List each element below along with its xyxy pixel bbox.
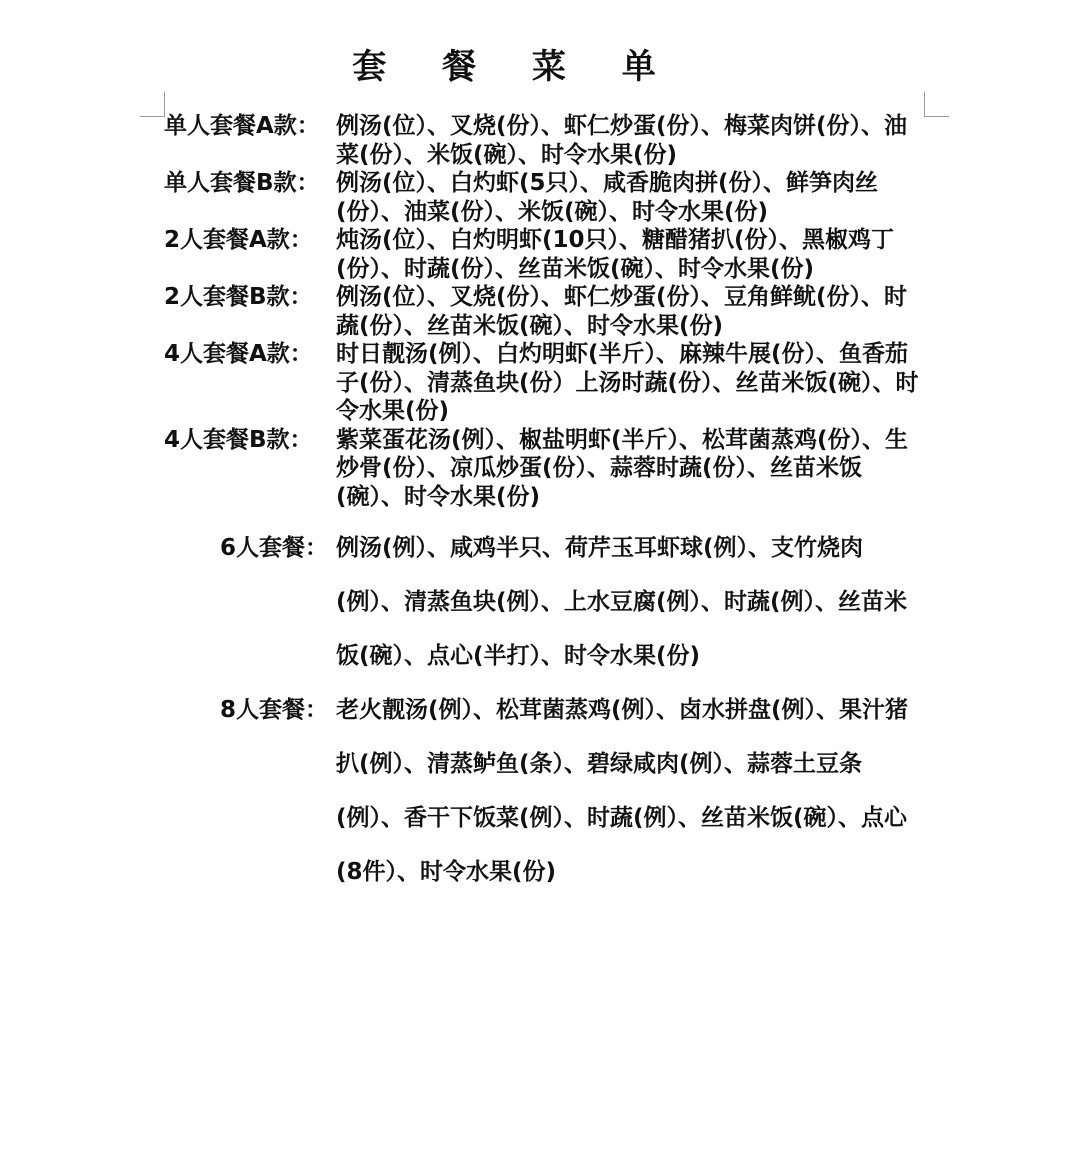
menu-entry-label: 单人套餐A款：: [164, 113, 320, 139]
menu-entry-label: 单人套餐B款：: [164, 170, 320, 196]
margin-corner-mark-right: [924, 92, 949, 117]
menu-entry-label: 2人套餐A款：: [164, 227, 313, 253]
menu-entry-label: 8人套餐：: [219, 697, 328, 723]
menu-entry-items: 炖汤(位）、白灼明虾(10只）、糖醋猪扒(份）、黑椒鸡丁(份）、时蔬(份）、丝苗米饭(碗）、时令水果(份): [336, 227, 895, 282]
menu-entry-items: 紫菜蛋花汤(例）、椒盐明虾(半斤）、松茸菌蒸鸡(份）、生炒骨(份）、凉瓜炒蛋(份）、蒜蓉时蔬(份）、丝苗米饭(碗）、时令水果(份): [336, 426, 909, 510]
page-title: 套 餐 菜 单: [352, 47, 678, 87]
menu-entry-items: 例汤(例）、咸鸡半只、荷芹玉耳虾球(例）、支竹烧肉(例）、清蒸鱼块(例）、上水豆腐(例）、时蔬(例）、丝苗米饭(碗）、点心(半打）、时令水果(份): [336, 535, 908, 669]
menu-entry-two-a: [164, 226, 924, 283]
menu-entry-eight: [164, 683, 924, 899]
menu-entry-label: 6人套餐：: [219, 535, 328, 561]
menu-entry-four-a: [164, 340, 924, 426]
menu-entry-items: 例汤(位）、叉烧(份）、虾仁炒蛋(份）、梅菜肉饼(份）、油菜(份）、米饭(碗）、时令水果(份): [336, 113, 908, 168]
margin-corner-mark-left: [140, 92, 165, 117]
menu-entry-label: 4人套餐A款：: [164, 341, 313, 367]
menu-entry-six: [164, 521, 924, 683]
menu-entry-items: 例汤(位）、叉烧(份）、虾仁炒蛋(份）、豆角鲜鱿(份）、时蔬(份）、丝苗米饭(碗）、时令水果(份): [336, 284, 908, 339]
menu-entry-items: 时日靓汤(例）、白灼明虾(半斤）、麻辣牛展(份）、鱼香茄子(份）、清蒸鱼块(份）上汤时蔬(份）、丝苗米饭(碗）、时令水果(份): [336, 341, 919, 424]
menu-entry-label: 2人套餐B款：: [164, 284, 313, 310]
menu-list: [164, 112, 924, 899]
menu-entry-items: 老火靓汤(例）、松茸菌蒸鸡(例）、卤水拼盘(例）、果汁猪扒(例）、清蒸鲈鱼(条）、碧绿咸肉(例）、蒜蓉土豆条(例）、香干下饭菜(例）、时蔬(例）、丝苗米饭(碗）、点心(8件）、时令水果(份): [336, 697, 909, 885]
menu-entry-items: 例汤(位）、白灼虾(5只）、咸香脆肉拼(份）、鲜笋肉丝(份）、油菜(份）、米饭(碗）、时令水果(份): [336, 170, 879, 225]
menu-entry-label: 4人套餐B款：: [164, 426, 313, 453]
menu-entry-four-b: [164, 426, 924, 512]
menu-entry-single-b: [164, 169, 924, 226]
menu-entry-single-a: [164, 112, 924, 169]
menu-entry-two-b: [164, 283, 924, 340]
